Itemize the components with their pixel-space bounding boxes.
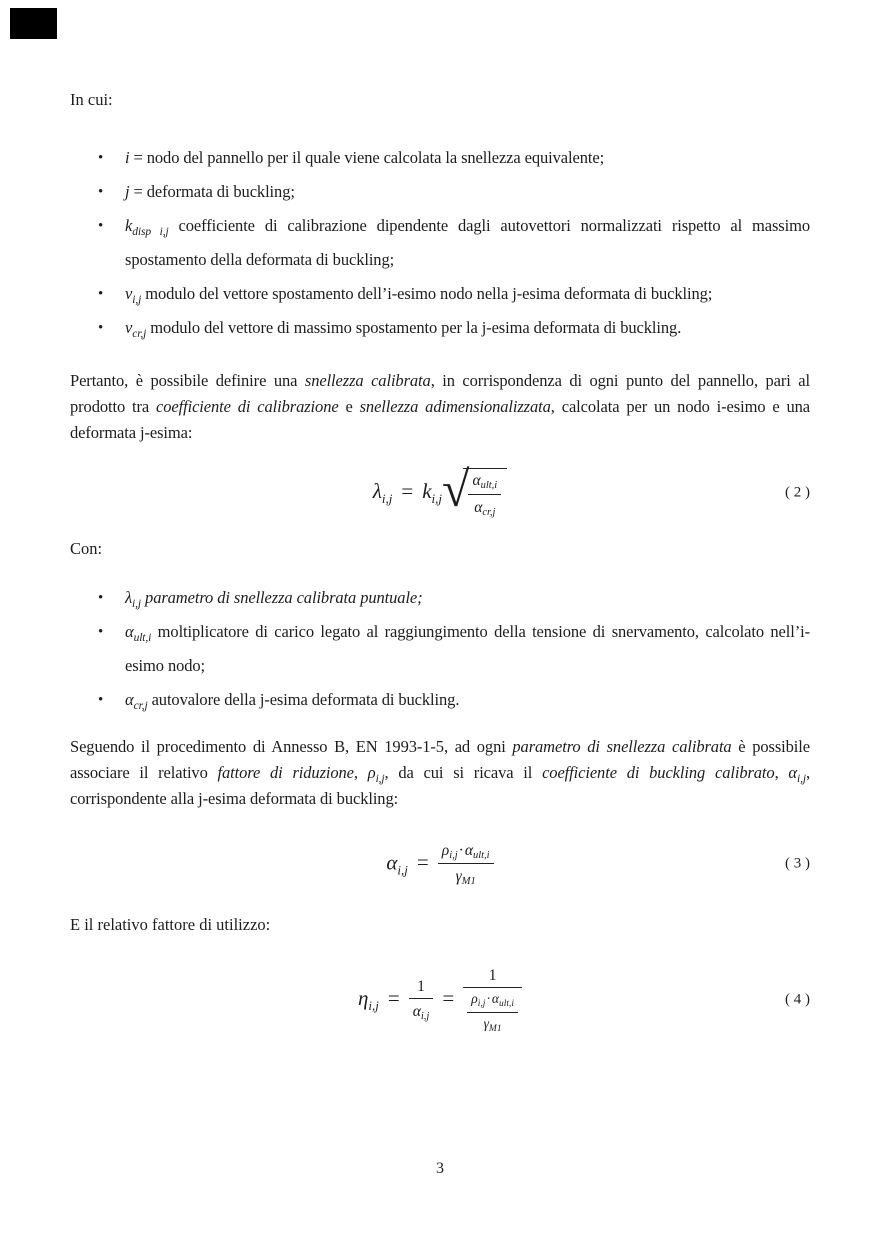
math-subscript: i,j bbox=[420, 1011, 430, 1023]
radical-sign: √ bbox=[442, 461, 470, 517]
fraction-numerator: 1 bbox=[463, 966, 522, 988]
list-item-text: $v_{i,j}$ modulo del vettore spostamento dell’i-esimo nodo nella j-esima deformata di buckling; bbox=[125, 284, 713, 306]
equals-sign: = bbox=[387, 985, 400, 1010]
math-symbol: α bbox=[464, 841, 473, 859]
math-subscript: cr,j bbox=[482, 506, 496, 518]
page-content bbox=[0, 87, 880, 1054]
math-subscript: ult,i bbox=[480, 480, 498, 491]
list-item bbox=[70, 277, 810, 311]
multiplication-dot: · bbox=[486, 991, 491, 1007]
equals-sign: = bbox=[416, 849, 429, 874]
scan-artifact-mark bbox=[10, 8, 57, 39]
fraction bbox=[463, 966, 522, 1034]
paragraph-seguendo: Seguendo il procedimento di Annesso B, EN 1993-1-5, ad ogni parametro di snellezza calibrata è possibile associare il relativo fattore di riduzione, $\rho_{i,j}$, da cui si ricava il coefficiente di buckling calibrato, $\alpha_{i,j}$, corrispondente alla j-esima deformata di buckling: bbox=[70, 737, 810, 808]
math-subscript: i,j bbox=[431, 490, 442, 506]
list-item-text: i = nodo del pannello per il quale viene calcolata la snellezza equivalente; bbox=[125, 148, 605, 167]
math-subscript: M1 bbox=[461, 876, 476, 887]
equation-4-body bbox=[358, 966, 522, 1034]
equation-3 bbox=[70, 826, 810, 902]
bullet-icon: • bbox=[98, 218, 104, 234]
math-symbol: γ bbox=[483, 1015, 489, 1031]
bullet-icon: • bbox=[98, 692, 104, 708]
math-subscript: i,j bbox=[368, 997, 379, 1013]
math-symbol: α bbox=[412, 1003, 421, 1021]
fraction-denominator bbox=[438, 864, 494, 888]
fraction-denominator bbox=[468, 495, 501, 519]
radicand bbox=[463, 468, 507, 518]
equals-sign: = bbox=[442, 985, 455, 1010]
list-item bbox=[70, 581, 810, 615]
fraction-numerator: 1 bbox=[409, 977, 434, 999]
math-subscript: i,j bbox=[449, 849, 458, 861]
utilizzo-heading: E il relativo fattore di utilizzo: bbox=[70, 915, 271, 934]
fraction bbox=[409, 977, 434, 1023]
math-symbol: ρ bbox=[441, 841, 450, 859]
list-item-text: $\lambda_{i,j}$ parametro di snellezza calibrata puntuale; bbox=[125, 588, 423, 610]
list-item-text: $\alpha_{cr,j}$ autovalore della j-esima deformata di buckling. bbox=[125, 690, 460, 712]
math-subscript: i,j bbox=[397, 861, 408, 877]
list-item-text: $\alpha_{ult,i}$ moltiplicatore di carico legato al raggiungimento della tensione di snervamento, calcolato nell’i-esimo nodo; bbox=[125, 622, 810, 675]
equation-3-body bbox=[386, 841, 493, 888]
con-heading: Con: bbox=[70, 539, 103, 558]
bullet-icon: • bbox=[98, 150, 104, 166]
fraction-denominator bbox=[463, 988, 522, 1034]
square-root bbox=[442, 461, 507, 518]
fraction-numerator bbox=[438, 841, 494, 865]
list-item bbox=[70, 141, 810, 175]
fraction-numerator bbox=[468, 471, 501, 495]
fraction-denominator bbox=[467, 1013, 518, 1035]
nested-fraction bbox=[467, 991, 518, 1034]
math-symbol: ρ bbox=[471, 991, 478, 1007]
math-subscript: ult,i bbox=[498, 999, 514, 1010]
definition-list-2 bbox=[70, 581, 810, 717]
math-subscript: ult,i bbox=[472, 849, 490, 861]
math-symbol: α bbox=[491, 991, 499, 1007]
equation-4 bbox=[70, 946, 810, 1054]
bullet-icon: • bbox=[98, 184, 104, 200]
equation-number: ( 3 ) bbox=[785, 855, 810, 872]
math-symbol: α bbox=[474, 498, 483, 516]
page-number: 3 bbox=[436, 1160, 444, 1177]
math-symbol: η bbox=[358, 985, 369, 1010]
equation-2 bbox=[70, 450, 810, 536]
math-symbol: λ bbox=[372, 478, 382, 503]
list-item bbox=[70, 615, 810, 683]
fraction bbox=[438, 841, 494, 888]
list-item-text: $v_{cr,j}$ modulo del vettore di massimo spostamento per la j-esima deformata di buckling. bbox=[125, 318, 682, 340]
definition-list-1 bbox=[70, 141, 810, 345]
fraction bbox=[468, 471, 501, 518]
bullet-icon: • bbox=[98, 590, 104, 606]
list-item-text: $k_{disp i,j}$ coefficiente di calibrazione dipendente dagli autovettori normalizzati rispetto al massimo spostamento della deformata di buckling; bbox=[125, 216, 810, 269]
paragraph-pertanto: Pertanto, è possibile definire una snellezza calibrata, in corrispondenza di ogni punto del pannello, pari al prodotto tra coefficiente di calibrazione e snellezza adimensionalizzata, calcolata per un nodo i-esimo e una deformata j-esima: bbox=[70, 371, 811, 442]
math-symbol: γ bbox=[455, 868, 462, 885]
list-item bbox=[70, 683, 810, 717]
math-symbol: α bbox=[386, 849, 398, 874]
list-item-text: j = deformata di buckling; bbox=[125, 182, 295, 201]
bullet-icon: • bbox=[98, 286, 104, 302]
math-subscript: i,j bbox=[381, 490, 393, 506]
equation-2-body bbox=[372, 461, 507, 518]
fraction-numerator bbox=[467, 991, 518, 1013]
math-subscript: i,j bbox=[477, 999, 486, 1010]
list-item bbox=[70, 175, 810, 209]
math-subscript: M1 bbox=[488, 1023, 502, 1034]
bullet-icon: • bbox=[98, 624, 104, 640]
intro-heading: In cui: bbox=[70, 90, 113, 109]
math-symbol: α bbox=[472, 472, 481, 489]
list-item bbox=[70, 311, 810, 345]
fraction-denominator bbox=[409, 999, 434, 1023]
multiplication-dot: · bbox=[458, 841, 464, 859]
equation-number: ( 4 ) bbox=[785, 991, 810, 1008]
math-symbol: k bbox=[422, 478, 432, 503]
bullet-icon: • bbox=[98, 320, 104, 336]
equals-sign: = bbox=[401, 478, 414, 503]
list-item bbox=[70, 209, 810, 277]
equation-number: ( 2 ) bbox=[785, 484, 810, 501]
